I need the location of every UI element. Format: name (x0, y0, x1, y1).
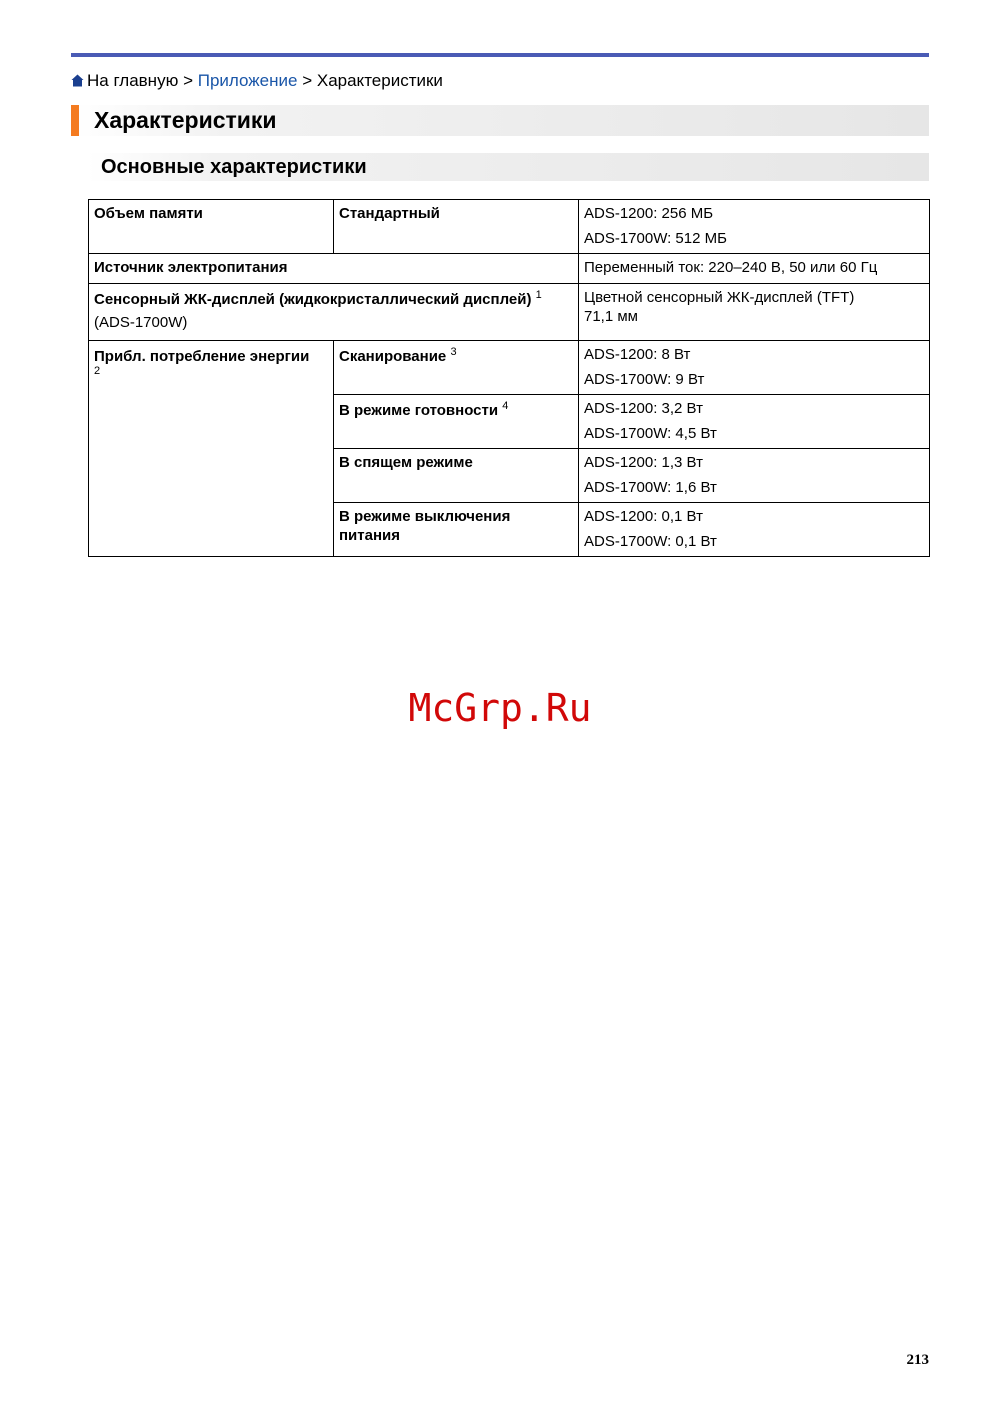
table-row (89, 341, 930, 395)
table-row (89, 254, 930, 284)
table-row (89, 200, 930, 254)
page-title: Характеристики (94, 107, 277, 133)
value-line: ADS-1200: 8 Вт (584, 346, 691, 363)
footnote-ref: 3 (450, 346, 457, 358)
subsection-title: Основные характеристики (101, 156, 367, 178)
cell-memory-label: Объем памяти (89, 200, 334, 254)
page-number: 213 (906, 1352, 929, 1368)
home-icon[interactable] (71, 74, 84, 87)
cell-mode-ready (334, 395, 579, 449)
cell-power-source-label: Источник электропитания (89, 254, 579, 284)
cell-power-consumption-label (89, 341, 334, 557)
cell-memory-values (579, 200, 930, 254)
value-line: ADS-1200: 1,3 Вт (584, 454, 703, 471)
cell-mode-values (579, 395, 930, 449)
breadcrumb-current: Характеристики (316, 71, 443, 90)
cell-mode-values (579, 449, 930, 503)
value-line: ADS-1700W: 512 МБ (584, 230, 727, 247)
footnote-ref: 4 (502, 400, 509, 412)
heading-accent-bar (71, 105, 79, 136)
value-line: ADS-1700W: 9 Вт (584, 371, 705, 388)
power-consumption-label: Прибл. потребление энергии (94, 348, 310, 365)
value-line: 71,1 мм (584, 308, 638, 325)
watermark: McGrp.Ru (408, 686, 592, 730)
breadcrumb-separator: > (183, 71, 193, 90)
table-row (89, 284, 930, 341)
mode-label: В режиме готовности (339, 402, 499, 419)
value-line: ADS-1700W: 1,6 Вт (584, 479, 717, 496)
cell-power-source-value: Переменный ток: 220–240 В, 50 или 60 Гц (579, 254, 930, 284)
breadcrumb-link-appendix[interactable]: Приложение (197, 71, 298, 90)
lcd-model: (ADS-1700W) (94, 314, 188, 331)
top-rule (71, 53, 929, 57)
cell-memory-sub: Стандартный (334, 200, 579, 254)
footnote-ref: 2 (94, 365, 101, 377)
cell-mode-power-off: В режиме выключения питания (334, 503, 579, 557)
value-line: ADS-1200: 256 МБ (584, 205, 714, 222)
value-line: ADS-1700W: 4,5 Вт (584, 425, 717, 442)
cell-mode-values (579, 341, 930, 395)
cell-mode-values (579, 503, 930, 557)
value-line: Цветной сенсорный ЖК-дисплей (TFT) (584, 289, 855, 306)
section-heading (71, 105, 929, 136)
breadcrumb-home[interactable]: На главную (87, 71, 179, 90)
footnote-ref: 1 (535, 289, 542, 301)
cell-lcd-label (89, 284, 579, 341)
lcd-label: Сенсорный ЖК-дисплей (жидкокристаллический дисплей) (94, 291, 532, 308)
value-line: ADS-1200: 0,1 Вт (584, 508, 703, 525)
cell-mode-sleep: В спящем режиме (334, 449, 579, 503)
subsection-heading (88, 153, 929, 181)
breadcrumb-separator: > (302, 71, 313, 90)
value-line: ADS-1700W: 0,1 Вт (584, 533, 717, 550)
value-line: ADS-1200: 3,2 Вт (584, 400, 703, 417)
cell-mode-scanning (334, 341, 579, 395)
breadcrumb (71, 71, 443, 91)
cell-lcd-values (579, 284, 930, 341)
spec-table (88, 199, 930, 557)
mode-label: Сканирование (339, 348, 447, 365)
